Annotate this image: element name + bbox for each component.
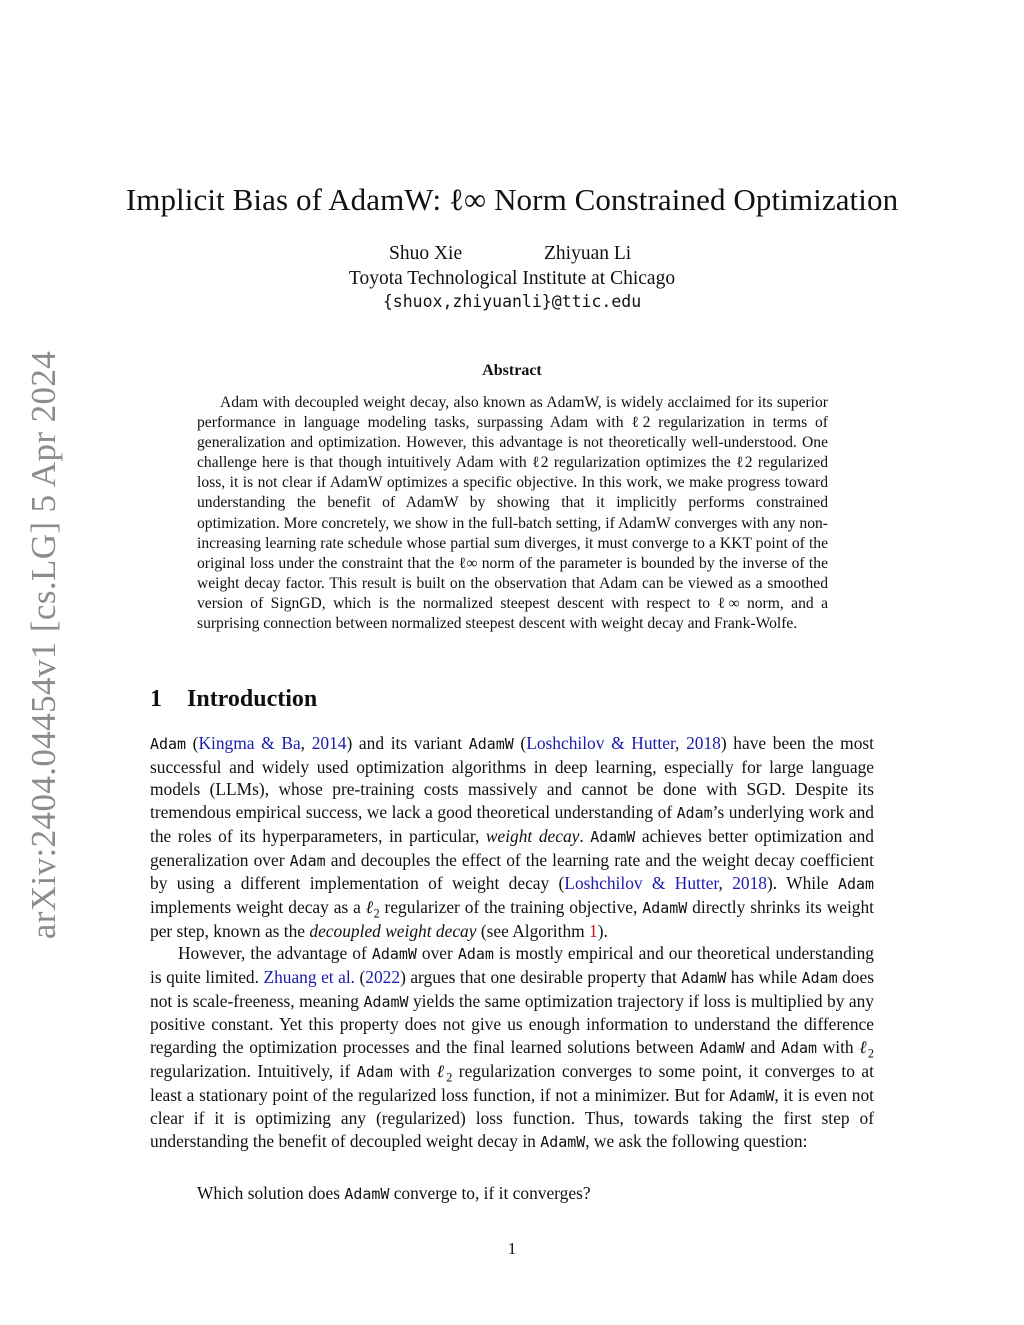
code-token: Adam	[289, 851, 326, 870]
page-number: 1	[507, 1239, 517, 1258]
text-run: ).	[597, 920, 608, 941]
code-token: AdamW	[371, 945, 417, 964]
citation-link[interactable]: Loshchilov & Hutter	[564, 873, 719, 894]
text-run: ) have been the most successful and widely used optimization algorithms in deep learning, especially for large language models (LLMs), whose pre-training costs massively and cannot be done with SGD. Despite its tremendous empirical success, we lack a good theoretical understanding of	[150, 733, 875, 823]
text-run: ) argues that one desirable property that	[400, 967, 682, 988]
citation-link[interactable]: Kingma & Ba	[198, 733, 301, 753]
research-question	[197, 1183, 591, 1204]
text-run: is mostly empirical and our theoretical understanding is quite limited.	[150, 943, 874, 988]
text-run: , we ask the following question:	[585, 1130, 808, 1151]
text-run: converge to, if it converges?	[389, 1183, 591, 1203]
code-token: Adam	[801, 969, 838, 988]
text-run: regularization converges to some point, it converges to at least a stationary point of the regularized loss function, if not a minimizer. But for	[150, 1060, 874, 1105]
code-token: AdamW	[363, 992, 409, 1011]
arxiv-identifier-stamp	[20, 350, 68, 940]
math-symbol: ℓ	[365, 896, 374, 917]
text-run: has while	[726, 967, 802, 988]
text-run: , it is even not clear if it is optimizing any (regularized) loss function. Thus, towards taking the first step of understanding the benefit of decoupled weight decay in	[150, 1084, 874, 1151]
text-run: .	[579, 825, 591, 846]
text-run: yields the same optimization trajectory if loss is multiplied by any positive constant. Yet this property does not give us enough information to understand the difference regarding the optimization processes and the final learned solutions between	[150, 990, 874, 1058]
citation-link[interactable]: 2018	[732, 873, 767, 894]
text-run: regularization. Intuitively, if	[150, 1060, 357, 1081]
code-token: Adam	[781, 1039, 818, 1058]
text-run: (see Algorithm	[476, 920, 590, 941]
code-token: AdamW	[642, 898, 688, 917]
abstract-body: Adam with decoupled weight decay, also known as AdamW, is widely acclaimed for its superior performance in language modeling tasks, surpassing Adam with ℓ2 regularization in terms of generalization and optimization. However, this advantage is not theoretically well-understood. One challenge here is that though intuitively Adam with ℓ2 regularization optimizes the ℓ2 regularized loss, it is not clear if AdamW optimizes a specific objective. In this work, we make progress toward understanding the benefit of AdamW by showing that it implicitly performs constrained optimization. More concretely, we show in the full-batch setting, if AdamW converges with any non-increasing learning rate schedule whose partial sum diverges, it must converge to a KKT point of the original loss under the constraint that the ℓ∞ norm of the parameter is bounded by the inverse of the weight decay factor. This result is built on the observation that Adam can be viewed as a smoothed version of SignGD, which is the normalized steepest descent with respect to ℓ∞ norm, and a surprising connection between normalized steepest descent with weight decay and Frank-Wolfe.	[197, 394, 828, 633]
math-subscript: 2	[867, 1046, 874, 1061]
code-token: AdamW	[468, 735, 514, 753]
section-heading	[150, 686, 317, 713]
code-token: AdamW	[681, 969, 727, 988]
code-token: AdamW	[344, 1185, 390, 1203]
code-token: AdamW	[699, 1039, 745, 1058]
author-affiliation: Toyota Technological Institute at Chicago	[348, 268, 676, 289]
citation-link[interactable]: 2022	[365, 967, 401, 988]
code-token: Adam	[150, 735, 187, 753]
math-symbol: ℓ	[436, 1060, 447, 1081]
math-symbol: ℓ	[859, 1037, 868, 1058]
text-run: ’s underlying work and the roles of its hyperparameters, in particular,	[150, 802, 875, 846]
text-run: implements weight decay as a	[150, 896, 366, 917]
text-run: with	[817, 1037, 860, 1058]
author-name: Shuo Xie	[389, 243, 463, 264]
text-run: (	[186, 733, 199, 753]
code-token: Adam	[356, 1062, 393, 1081]
text-run: ,	[718, 873, 733, 894]
author-email: {shuox,zhiyuanli}@ttic.edu	[382, 292, 642, 311]
emphasis-text: decoupled weight decay	[309, 920, 477, 941]
text-run: and decouples the effect of the learning rate and the weight decay coefficient by using a different implementation of weight decay (	[150, 849, 875, 894]
author-name: Zhiyuan Li	[544, 243, 632, 264]
text-run: and	[744, 1037, 781, 1058]
paragraph	[150, 942, 874, 1153]
code-token: Adam	[676, 804, 713, 823]
emphasis-text: weight decay	[485, 825, 580, 846]
text-run: over	[416, 943, 458, 964]
text-run: directly shrinks its weight per step, known as the	[150, 896, 875, 941]
text-run: with	[392, 1060, 437, 1081]
text-run: regularizer of the training objective,	[379, 896, 643, 917]
citation-link[interactable]: Loshchilov & Hutter	[526, 733, 676, 753]
text-run: ,	[675, 733, 687, 753]
citation-link[interactable]: 2014	[311, 733, 347, 753]
text-run: However, the advantage of	[178, 943, 372, 964]
section-number: 1	[150, 686, 162, 712]
code-token: Adam	[838, 875, 875, 894]
code-token: AdamW	[540, 1132, 586, 1151]
algorithm-ref-link[interactable]: 1	[589, 920, 598, 941]
text-run: achieves better optimization and generalization over	[150, 825, 874, 870]
math-subscript: 2	[446, 1070, 453, 1085]
introduction-body	[150, 732, 874, 1154]
abstract-heading: Abstract	[482, 362, 542, 379]
text-run: (	[355, 967, 366, 988]
math-subscript: 2	[373, 906, 380, 921]
paragraph	[150, 732, 874, 942]
code-token: AdamW	[590, 827, 636, 846]
text-run: ). While	[767, 873, 838, 894]
code-token: Adam	[457, 945, 494, 964]
text-run: ) and its variant	[346, 733, 469, 753]
section-title: Introduction	[187, 686, 318, 712]
arxiv-identifier-text: arXiv:2404.04454v1 [cs.LG] 5 Apr 2024	[24, 350, 63, 940]
citation-link[interactable]: 2018	[686, 733, 721, 753]
text-run: does not is scale-freeness, meaning	[150, 967, 874, 1011]
text-run: Which solution does	[197, 1183, 345, 1203]
text-run: ,	[300, 733, 312, 753]
text-run: (	[513, 733, 527, 753]
paper-title: Implicit Bias of AdamW: ℓ∞ Norm Constrained Optimization	[125, 182, 899, 217]
code-token: AdamW	[729, 1086, 775, 1105]
citation-link[interactable]: Zhuang et al.	[263, 967, 355, 988]
